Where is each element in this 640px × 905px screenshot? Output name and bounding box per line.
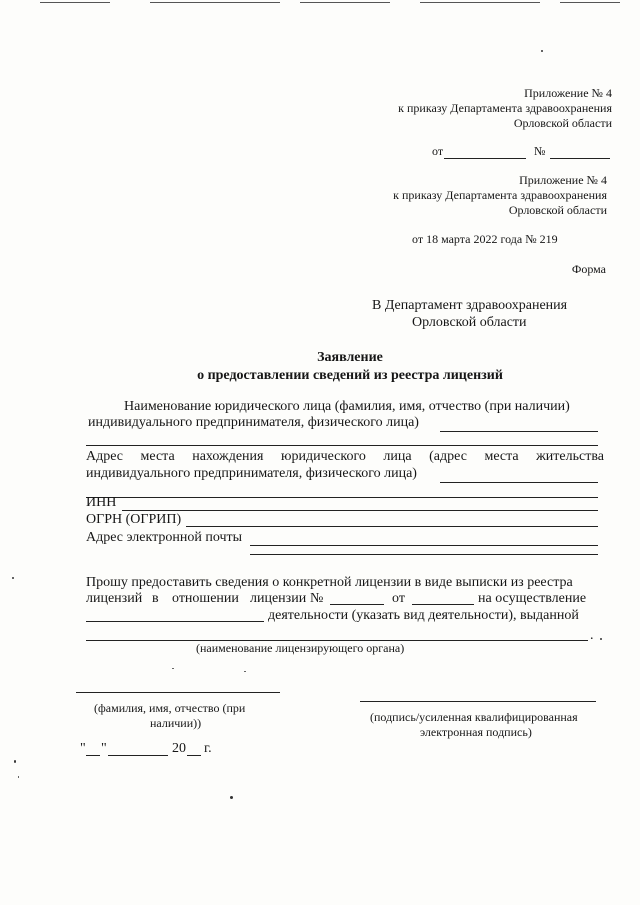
scan-speck: [14, 760, 16, 763]
ogrn-input-line[interactable]: [186, 526, 598, 527]
scan-artifact-line: [560, 2, 620, 3]
request-line-4-end: .: [590, 628, 594, 643]
scan-artifact-line: [40, 2, 110, 3]
signature-line[interactable]: [360, 701, 596, 702]
request-line-2-g: на осуществление: [478, 591, 587, 606]
scan-speck: [600, 638, 602, 640]
full-name-caption-line-1: (фамилия, имя, отчество (при: [94, 701, 246, 715]
date-year-prefix: 20: [172, 741, 186, 756]
addressee-line-2: Орловской области: [412, 315, 527, 330]
request-line-2-d: лицензии: [250, 591, 307, 606]
request-line-2-e: №: [310, 591, 324, 606]
scan-artifact-line: [300, 2, 390, 3]
appendix-region: Орловской области: [513, 116, 612, 130]
appendix-number: Приложение № 4: [524, 86, 612, 100]
addressee-line-1: В Департамент здравоохранения: [372, 298, 568, 313]
scan-speck: [541, 50, 543, 52]
signature-caption-line-2: электронная подпись): [420, 725, 532, 739]
month-input-line[interactable]: [108, 755, 168, 756]
full-name-caption-line-2: наличии)): [150, 716, 202, 730]
day-input-line[interactable]: [86, 755, 100, 756]
order-date-line: от 18 марта 2022 года № 219: [412, 232, 558, 246]
inn-input-line[interactable]: [122, 510, 598, 511]
address-label-line-2: индивидуального предпринимателя, физического лица): [86, 466, 417, 481]
form-label: Форма: [571, 262, 606, 276]
document-subtitle: о предоставлении сведений из реестра лицензий: [197, 368, 503, 383]
email-input-line[interactable]: [250, 545, 598, 546]
scan-speck: [230, 796, 233, 799]
scan-artifact-line: [150, 2, 280, 3]
request-line-3: деятельности (указать вид деятельности), выданной: [268, 608, 579, 623]
year-input-line[interactable]: [187, 755, 201, 756]
issuing-authority-caption: (наименование лицензирующего органа): [196, 641, 405, 655]
name-input-line[interactable]: [440, 431, 598, 432]
number-label: №: [534, 144, 546, 158]
appendix-number: Приложение № 4: [519, 173, 607, 187]
scan-speck: [18, 776, 19, 778]
date-open-quote: ": [80, 741, 86, 756]
appendix-order-ref: к приказу Департамента здравоохранения: [398, 101, 612, 115]
scan-speck: [172, 668, 174, 669]
address-input-line-2[interactable]: [86, 497, 598, 498]
activity-input-line[interactable]: [86, 621, 264, 622]
email-input-line-2[interactable]: [250, 554, 598, 555]
address-input-line[interactable]: [440, 482, 598, 483]
request-line-2-b: в: [152, 591, 159, 606]
scan-speck: [12, 577, 14, 579]
request-line-1: Прошу предоставить сведения о конкретной лицензии в виде выписки из реестра: [86, 575, 573, 590]
from-label: от: [432, 144, 444, 158]
license-number-input-line[interactable]: [330, 604, 384, 605]
scan-speck: [244, 671, 246, 672]
name-input-line-2[interactable]: [86, 445, 598, 446]
date-blank-line[interactable]: [444, 158, 526, 159]
date-year-suffix: г.: [204, 741, 212, 756]
scan-artifact-line: [420, 2, 540, 3]
ogrn-label: ОГРН (ОГРИП): [86, 512, 182, 527]
full-name-signature-line[interactable]: [76, 692, 280, 693]
address-label-line-1: Адрес места нахождения юридического лица (адрес места жительства: [86, 449, 604, 464]
document-title: Заявление: [317, 350, 383, 365]
signature-caption-line-1: (подпись/усиленная квалифицированная: [370, 710, 578, 724]
name-label-line-1: Наименование юридического лица (фамилия, имя, отчество (при наличии): [124, 399, 570, 414]
number-blank-line[interactable]: [550, 158, 610, 159]
request-line-2-f: от: [392, 591, 405, 606]
request-line-2-c: отношении: [172, 591, 239, 606]
appendix-order-ref: к приказу Департамента здравоохранения: [393, 188, 607, 202]
license-date-input-line[interactable]: [412, 604, 474, 605]
inn-label: ИНН: [86, 495, 117, 510]
name-label-line-2: индивидуального предпринимателя, физического лица): [88, 415, 419, 430]
appendix-region: Орловской области: [508, 203, 607, 217]
date-close-quote: ": [101, 741, 107, 756]
email-label: Адрес электронной почты: [86, 530, 243, 545]
request-line-2-a: лицензий: [86, 591, 143, 606]
